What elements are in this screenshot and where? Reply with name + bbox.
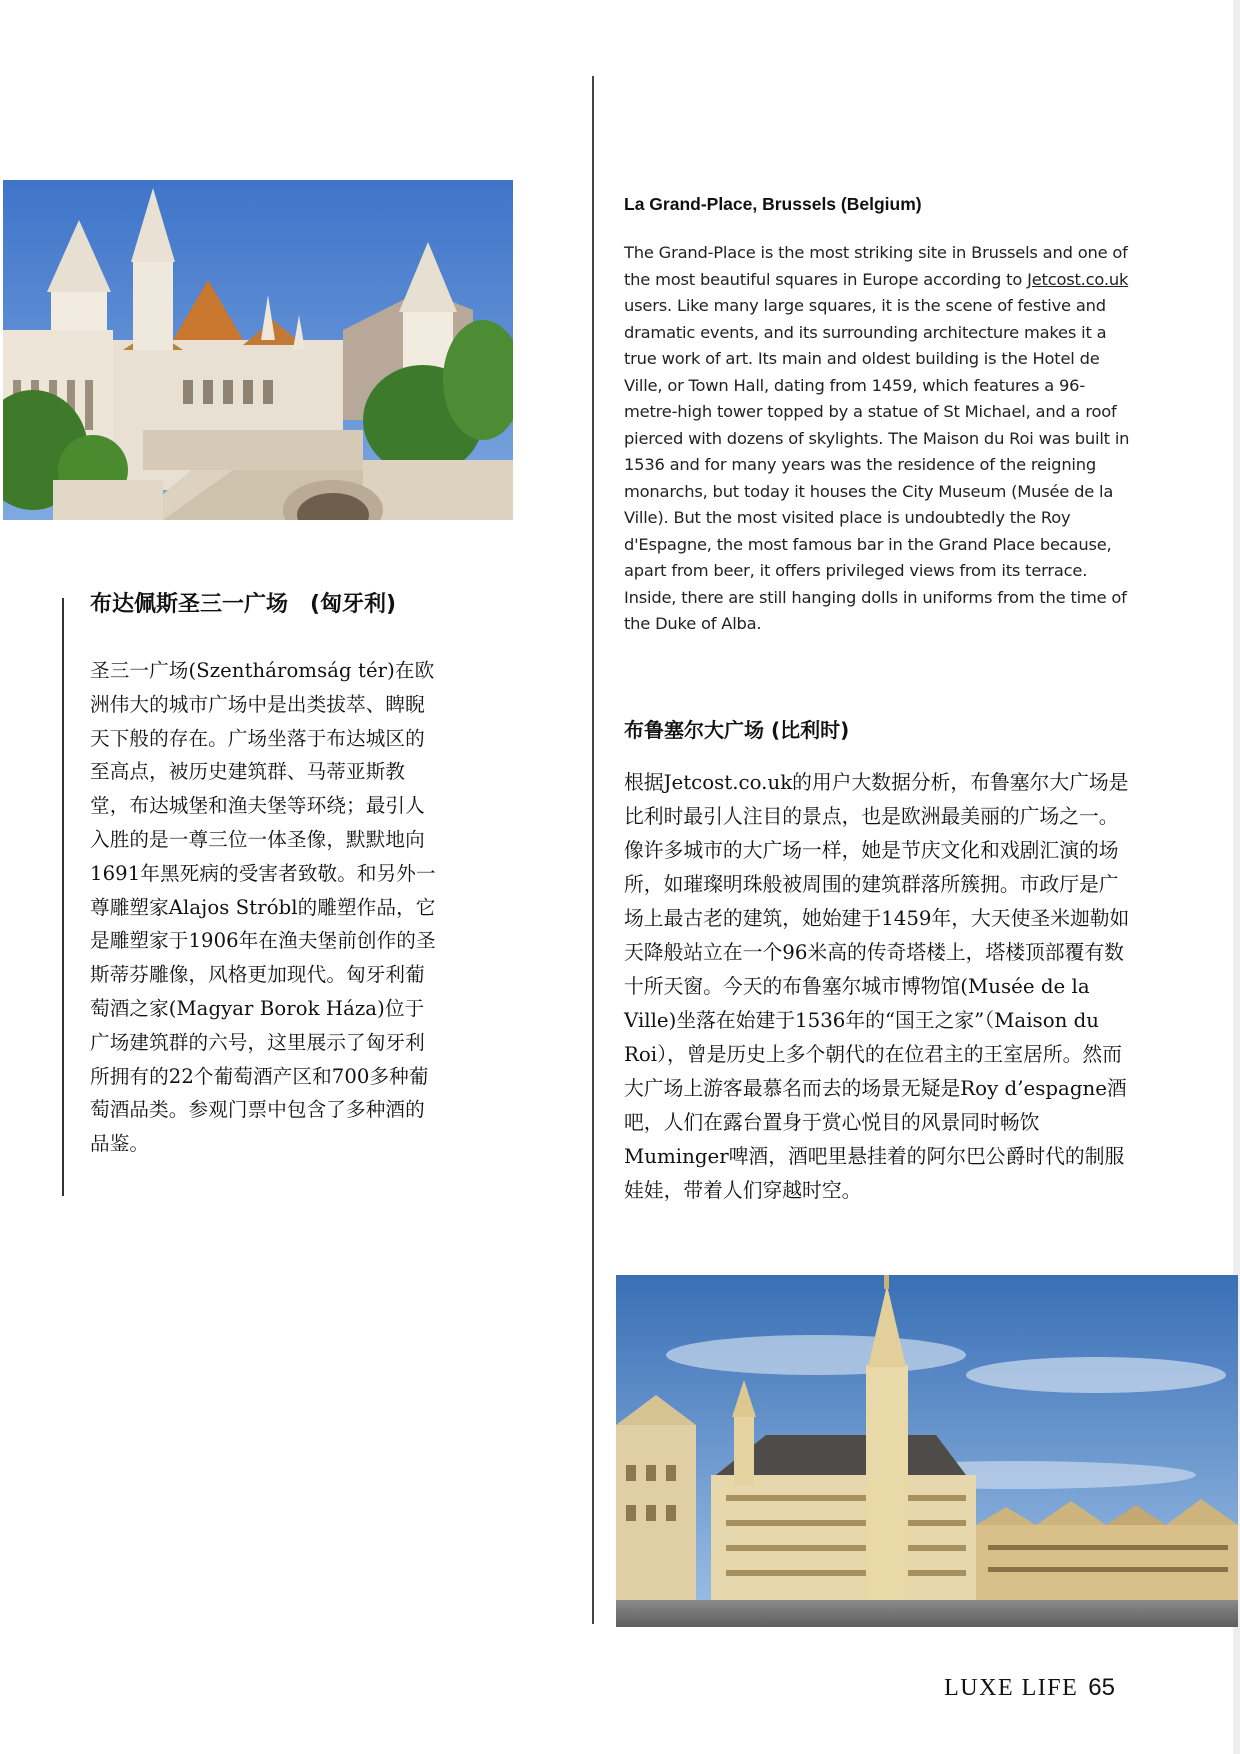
column-divider <box>592 76 594 1624</box>
page-number: 65 <box>1088 1674 1115 1701</box>
grand-place-photo <box>616 1275 1238 1627</box>
grand-place-heading-en: La Grand-Place, Brussels (Belgium) <box>624 194 922 214</box>
budapest-section <box>90 588 440 1161</box>
jetcost-link[interactable]: Jetcost.co.uk <box>1027 269 1129 289</box>
budapest-body: 圣三一广场(Szentháromság tér)在欧洲伟大的城市广场中是出类拔萃、睥睨天下般的存在。广场坐落于布达城区的至高点，被历史建筑群、马蒂亚斯教堂，布达城堡和渔夫堡等环绕；最引人入胜的是一尊三位一体圣像，默默地向1691年黑死病的受害者致敬。和另外一尊雕塑家Alajos Stróbl的雕塑作品，它是雕塑家于1906年在渔夫堡前创作的圣斯蒂芬雕像，风格更加现代。匈牙利葡萄酒之家(Magyar Borok Háza)位于广场建筑群的六号，这里展示了匈牙利所拥有的22个葡萄酒产区和700多种葡萄酒品类。参观门票中包含了多种酒的品鉴。 <box>90 659 436 1156</box>
grand-place-body-en <box>624 240 1134 638</box>
en-body-part-2: users. Like many large squares, it is the scene of festive and dramatic events, and its surrounding architecture makes it a true work of art. Its main and oldest building is the Hotel de Ville, or Town Hall, dating from 1459, which features a 96-metre-high tower topped by a statue of St Michael, and a roof pierced with dozens of skylights. The Maison du Roi was built in 1536 and for many years was the residence of the reigning monarchs, but today it houses the City Museum (Musée de la Ville). But the most visited place is undoubtedly the Roy d'Espagne, the most famous bar in the Grand Place because, apart from beer, it offers privileged views from its terrace. Inside, there are still hanging dolls in uniforms from the time of the Duke of Alba. <box>624 296 1130 633</box>
magazine-name: LUXE LIFE <box>944 1675 1079 1701</box>
fishermans-bastion-photo <box>3 180 513 520</box>
budapest-heading: 布达佩斯圣三一广场 (匈牙利) <box>90 592 397 617</box>
left-vertical-rule <box>62 598 64 1196</box>
en-body-part-1: The Grand-Place is the most striking site in Brussels and one of the most beautiful squares in Europe according to <box>624 243 1128 289</box>
grand-place-body-zh: 根据Jetcost.co.uk的用户大数据分析，布鲁塞尔大广场是比利时最引人注目的景点，也是欧洲最美丽的广场之一。像许多城市的大广场一样，她是节庆文化和戏剧汇演的场所，如璀璨明珠般被周围的建筑群落所簇拥。市政厅是广场上最古老的建筑，她始建于1459年，大天使圣米迦勒如天降般站立在一个96米高的传奇塔楼上，塔楼顶部覆有数十所天窗。今天的布鲁塞尔城市博物馆(Musée de la Ville)坐落在始建于1536年的“国王之家”（Maison du Roi），曾是历史上多个朝代的在位君主的王室居所。然而大广场上游客最慕名而去的场景无疑是Roy d’espagne酒吧，人们在露台置身于赏心悦目的风景同时畅饮Muminger啤酒，酒吧里悬挂着的阿尔巴公爵时代的制服娃娃，带着人们穿越时空。 <box>624 771 1130 1202</box>
page-footer <box>944 1674 1115 1702</box>
grand-place-heading-zh: 布鲁塞尔大广场 (比利时) <box>624 718 850 742</box>
